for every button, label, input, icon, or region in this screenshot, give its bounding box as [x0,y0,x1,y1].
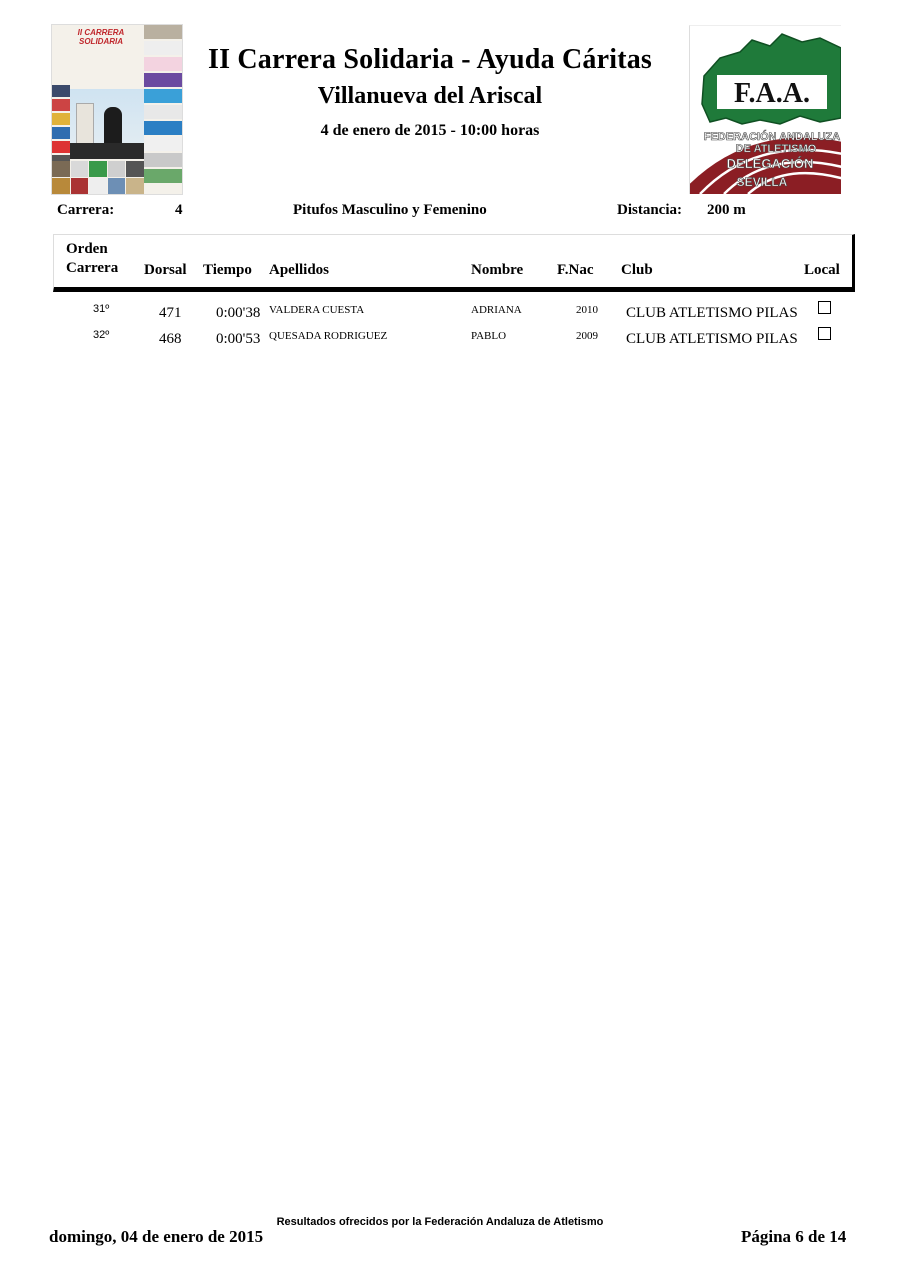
distancia-value: 200 m [707,202,746,218]
cell-dorsal: 471 [159,305,182,321]
header-club: Club [621,262,653,278]
cell-orden: 32º [93,329,110,341]
distancia-label: Distancia: [617,202,682,218]
cell-dorsal: 468 [159,331,182,347]
carrera-label: Carrera: [57,202,115,218]
faa-logo-line4: SEVILLA [736,175,788,189]
footer-date: domingo, 04 de enero de 2015 [49,1227,264,1246]
table-row [50,300,870,324]
carrera-value: 4 [175,202,183,218]
poster-title: II CARRERA SOLIDARIA [77,28,125,46]
faa-logo-line1: FEDERACIÓN ANDALUZA [703,131,841,143]
table-row [50,326,870,350]
faa-logo-line2: DE ATLETISMO [735,143,817,155]
header-nombre: Nombre [471,262,524,278]
local-checkbox[interactable] [818,301,831,314]
race-category: Pitufos Masculino y Femenino [293,202,487,218]
cell-nombre: PABLO [471,330,507,342]
cell-club: CLUB ATLETISMO PILAS [626,331,798,347]
poster-sponsor-grid [52,161,144,194]
header-tiempo: Tiempo [203,262,252,278]
cell-orden: 31º [93,303,110,315]
local-checkbox[interactable] [818,327,831,340]
cell-tiempo: 0:00'53 [216,331,261,347]
cell-fnac: 2009 [576,330,598,342]
event-datetime: 4 de enero de 2015 - 10:00 horas [320,122,540,139]
cell-club: CLUB ATLETISMO PILAS [626,305,798,321]
faa-logo-graphic [690,26,841,194]
footer-credit: Resultados ofrecidos por la Federación Andaluza de Atletismo [276,1216,604,1228]
cell-apellidos: QUESADA RODRIGUEZ [269,330,388,342]
header-carrera: Carrera [66,260,119,276]
faa-logo [689,25,841,194]
header-orden: Orden [66,241,108,257]
cell-tiempo: 0:00'38 [216,305,261,321]
header-apellidos: Apellidos [269,262,330,278]
faa-logo-line3: DELEGACIÓN [726,156,814,171]
cell-apellidos: VALDERA CUESTA [269,304,365,316]
page-number: Página 6 de 14 [741,1227,847,1246]
cell-nombre: ADRIANA [471,304,522,316]
cell-fnac: 2010 [576,304,598,316]
header-fnac: F.Nac [557,262,594,278]
event-location: Villanueva del Ariscal [317,83,543,109]
header-local: Local [804,262,840,278]
header-dorsal: Dorsal [144,262,187,278]
event-title: II Carrera Solidaria - Ayuda Cáritas [207,44,653,75]
faa-logo-text: F.A.A. [734,78,810,109]
